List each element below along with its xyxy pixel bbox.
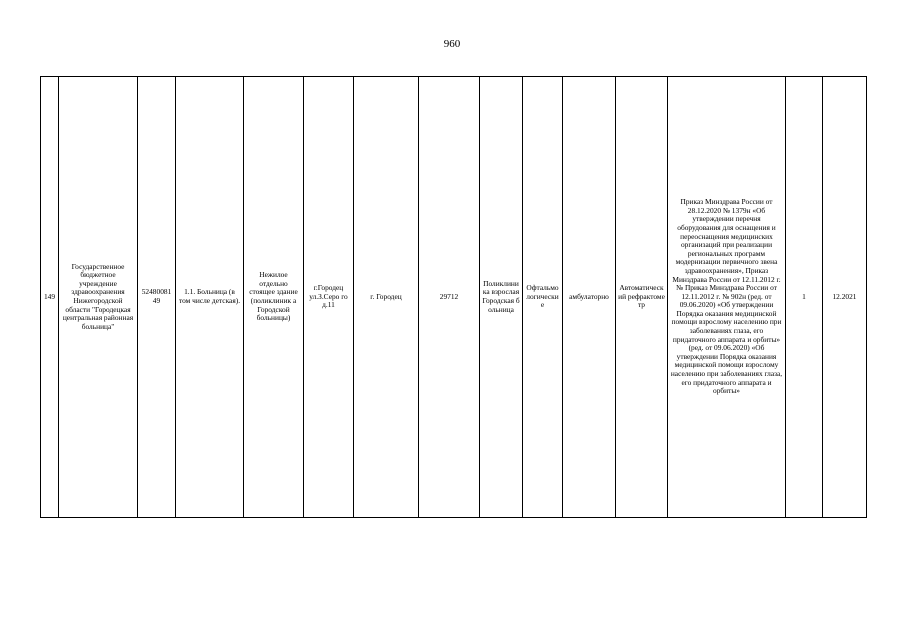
object-type: 1.1. Больница (в том числе детская). xyxy=(176,77,244,518)
organization-name: Государственное бюджетное учреждение здравоохранения Нижегородской области "Городецкая центральная районная больница" xyxy=(59,77,138,518)
delivery-date: 12.2021 xyxy=(823,77,867,518)
population: 29712 xyxy=(419,77,480,518)
specialty: Офтальмологически е xyxy=(523,77,563,518)
equipment-table xyxy=(40,76,867,518)
address: г.Городец ул.З.Серо го д.11 xyxy=(304,77,354,518)
regulation-text: Приказ Минздрава России от 28.12.2020 № 1379н «Об утверждении перечня оборудования для оснащения и переоснащения медицинских организаций при реализации региональных программ модернизации первичного звена здравоохранения», Приказ Минздрава России от 12.11.2012 г. № Приказ Минздрава России от 12.11.2012 г. № 902н (ред. от 09.06.2020) «Об утверждении Порядка оказания медицинской помощи взрослому населению при заболеваниях глаза, его придаточного аппарата и орбиты» (ред. от 09.06.2020) «Об утверждении Порядка оказания медицинской помощи взрослому населению при заболеваниях глаза, его придаточного аппарата и орбиты» xyxy=(668,77,786,518)
equipment-name: Автоматический рефрактометр xyxy=(616,77,668,518)
row-index: 149 xyxy=(41,77,59,518)
locality: г. Городец xyxy=(354,77,419,518)
table-row xyxy=(41,77,867,518)
building-description: Нежилое отдельно стоящее здание (поликлиник а Городской больницы) xyxy=(244,77,304,518)
page-number: 960 xyxy=(443,38,461,50)
quantity: 1 xyxy=(786,77,823,518)
medical-unit: Поликлиника взрослая Городская больница xyxy=(480,77,523,518)
inn-number: 5248008149 xyxy=(138,77,176,518)
care-type: амбулаторно xyxy=(563,77,616,518)
